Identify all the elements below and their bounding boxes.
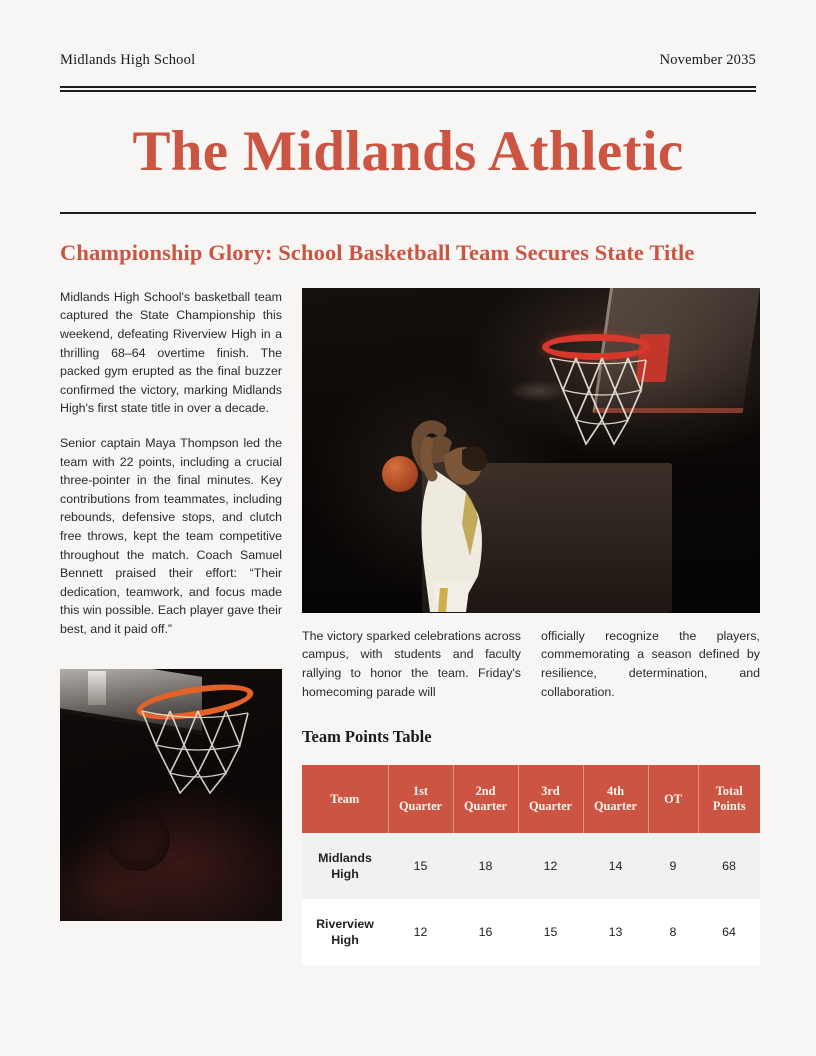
cell-ot: 8 [648, 899, 698, 965]
continuation-right-column [541, 627, 760, 701]
cell-q1: 15 [388, 833, 453, 899]
continuation-paragraph-right: officially recognize the players, commemorating a season defined by resilience, determination, and collaboration. [541, 628, 760, 699]
article-body [60, 288, 760, 965]
cell-team: Midlands High [302, 833, 388, 899]
cell-q3: 12 [518, 833, 583, 899]
issue-date: November 2035 [659, 52, 756, 68]
backboard-bracket-shape [88, 671, 106, 705]
column-header-q2: 2nd Quarter [453, 765, 518, 833]
column-header-q4: 4th Quarter [583, 765, 648, 833]
cell-total: 64 [698, 899, 760, 965]
table-header-row [302, 765, 760, 833]
hero-photo [302, 288, 760, 613]
article-headline: Championship Glory: School Basketball Team Secures State Title [60, 239, 695, 265]
table-title: Team Points Table [302, 727, 432, 747]
column-header-total: Total Points [698, 765, 760, 833]
article-continuation [302, 627, 760, 701]
publication-title: The Midlands Athletic [132, 120, 684, 183]
cell-ot: 9 [648, 833, 698, 899]
table-row [302, 899, 760, 965]
cell-q1: 12 [388, 899, 453, 965]
hero-net-icon [546, 354, 650, 459]
table-body [302, 833, 760, 965]
continuation-paragraph-left: The victory sparked celebrations across campus, with students and faculty rallying to honor the team. Friday's homecoming parade will [302, 628, 521, 699]
article-paragraph-1: Midlands High School's basketball team captured the State Championship this weekend, defeating Riverview High in a thrilling 68–64 overtime finish. The packed gym erupted as the final buzzer confirmed the victory, marking Midlands High's first state title in over a decade. [60, 289, 282, 416]
table-row [302, 833, 760, 899]
article-paragraph-2: Senior captain Maya Thompson led the team with 22 points, including a crucial three-pointer in the final minutes. Key contributions from teammates, including rebounds, defensive stops, and clutch free throws, kept the team competitive throughout the match. Coach Samuel Bennett praised their effort: “Their dedication, teamwork, and focus made this win possible. Each player gave their best, and it paid off.” [60, 436, 282, 636]
column-header-team: Team [302, 765, 388, 833]
column-header-q1: 1st Quarter [388, 765, 453, 833]
hero-basketball-shape [382, 456, 418, 492]
masthead-row [60, 52, 756, 69]
cell-q2: 18 [453, 833, 518, 899]
team-points-table [302, 765, 760, 965]
hoop-net-icon [136, 705, 254, 805]
cell-total: 68 [698, 833, 760, 899]
cell-team: Riverview High [302, 899, 388, 965]
masthead-top-divider [60, 86, 756, 92]
cell-q4: 14 [583, 833, 648, 899]
continuation-left-column [302, 627, 521, 701]
table-header [302, 765, 760, 833]
column-header-q3: 3rd Quarter [518, 765, 583, 833]
basketball-shape [108, 809, 170, 871]
article-right-column [302, 288, 760, 965]
secondary-photo [60, 669, 282, 921]
cell-q2: 16 [453, 899, 518, 965]
school-name: Midlands High School [60, 52, 196, 68]
hero-player-silhouette [374, 406, 544, 613]
article-left-column [60, 288, 282, 965]
cell-q4: 13 [583, 899, 648, 965]
masthead-bottom-divider [60, 212, 756, 214]
cell-q3: 15 [518, 899, 583, 965]
column-header-ot: OT [648, 765, 698, 833]
